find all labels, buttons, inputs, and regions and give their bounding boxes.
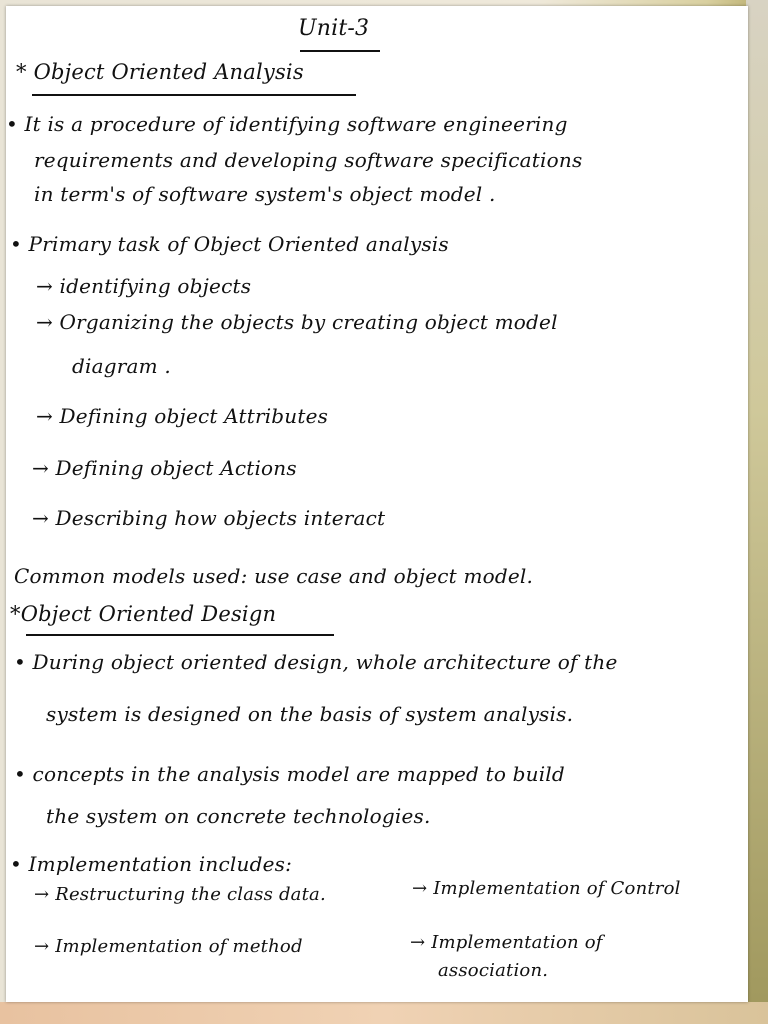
design-line-1: • During object oriented design, whole architecture of the	[14, 650, 618, 674]
title-underline	[300, 50, 380, 52]
design-line-4: the system on concrete technologies.	[46, 804, 431, 828]
page-title: Unit-3	[298, 16, 370, 41]
task-organizing-objects-cont: diagram .	[72, 354, 171, 378]
task-defining-attributes: → Defining object Attributes	[36, 404, 329, 428]
background-table-strip	[0, 1002, 768, 1024]
notebook-page	[6, 6, 748, 1002]
design-heading-underline	[26, 634, 334, 636]
implementation-method: → Implementation of method	[34, 936, 303, 957]
task-organizing-objects: → Organizing the objects by creating object model	[36, 310, 558, 334]
design-line-3: • concepts in the analysis model are mapped to build	[14, 762, 565, 786]
section-heading-design: *Object Oriented Design	[10, 602, 277, 626]
analysis-definition-line-2: requirements and developing software specifications	[34, 148, 583, 172]
task-describing-interaction: → Describing how objects interact	[32, 506, 386, 530]
analysis-heading-underline	[32, 94, 356, 96]
implementation-restructuring: → Restructuring the class data.	[34, 884, 326, 905]
implementation-association-cont: association.	[438, 960, 549, 981]
analysis-definition-line-1: • It is a procedure of identifying software engineering	[6, 112, 568, 136]
design-line-2: system is designed on the basis of system analysis.	[46, 702, 574, 726]
task-identifying-objects: → identifying objects	[36, 274, 252, 298]
implementation-heading: • Implementation includes:	[10, 852, 293, 876]
primary-task-heading: • Primary task of Object Oriented analysis	[10, 232, 449, 256]
common-models-line: Common models used: use case and object model.	[14, 564, 534, 588]
section-heading-analysis: * Object Oriented Analysis	[16, 60, 304, 84]
task-defining-actions: → Defining object Actions	[32, 456, 297, 480]
analysis-definition-line-3: in term's of software system's object model .	[34, 182, 496, 206]
implementation-control: → Implementation of Control	[412, 878, 681, 899]
implementation-association: → Implementation of	[410, 932, 603, 953]
background-wall-strip	[746, 0, 768, 1024]
